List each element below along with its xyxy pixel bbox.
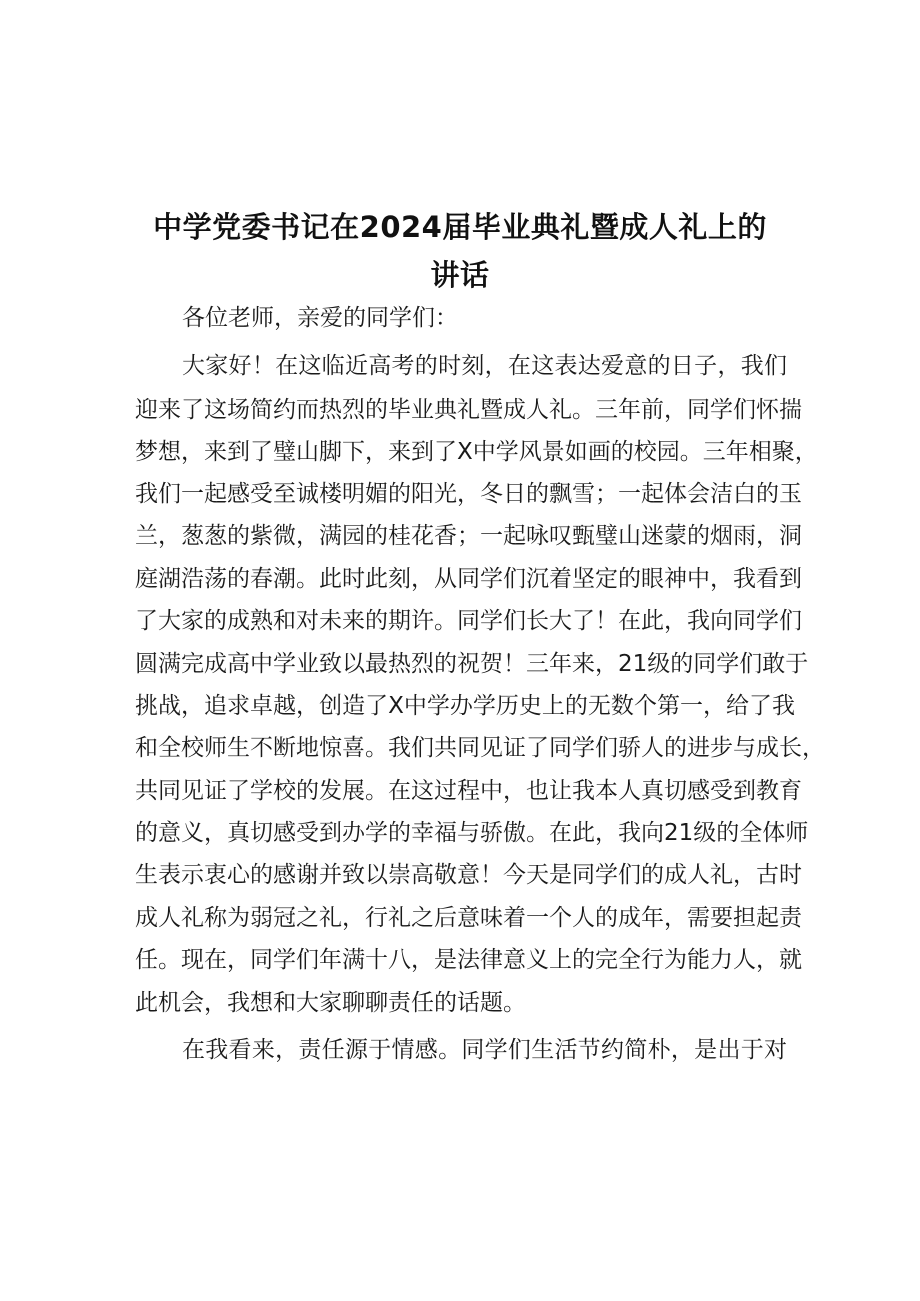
paragraph-1-line: 迎来了这场简约而热烈的毕业典礼暨成人礼。三年前，同学们怀揣 [135,397,802,423]
paragraph-1-line: 挑战，追求卓越，创造了X中学办学历史上的无数个第一，给了我 [135,693,795,719]
paragraph-2-line: 在我看来，责任源于情感。同学们生活节约简朴，是出于对 [182,1037,787,1063]
document-title-line-1: 中学党委书记在2024届毕业典礼暨成人礼上的 [153,210,767,244]
paragraph-1-line: 的意义，真切感受到办学的幸福与骄傲。在此，我向21级的全体师 [135,820,809,846]
paragraph-1-line: 圆满完成高中学业致以最热烈的祝贺！三年来，21级的同学们敢于 [135,651,809,677]
paragraph-1-line: 梦想，来到了璧山脚下，来到了X中学风景如画的校园。三年相聚， [135,439,818,465]
paragraph-1-line: 兰，葱葱的紫微，满园的桂花香；一起咏叹甄璧山迷蒙的烟雨，洞 [135,523,802,549]
paragraph-1-line: 成人礼称为弱冠之礼，行礼之后意味着一个人的成年，需要担起责 [135,905,802,931]
paragraph-1-line: 生表示衷心的感谢并致以崇高敬意！今天是同学们的成人礼，古时 [135,862,802,888]
document-title-line-2: 讲话 [430,258,490,292]
salutation: 各位老师，亲爱的同学们： [182,305,458,331]
paragraph-1-line: 了大家的成熟和对未来的期许。同学们长大了！在此，我向同学们 [135,608,802,634]
paragraph-1-line: 任。现在，同学们年满十八，是法律意义上的完全行为能力人，就 [135,947,802,973]
paragraph-1-line: 共同见证了学校的发展。在这过程中，也让我本人真切感受到教育 [135,778,802,804]
paragraph-1-line: 此机会，我想和大家聊聊责任的话题。 [135,990,526,1016]
paragraph-1-line: 大家好！在这临近高考的时刻，在这表达爱意的日子，我们 [182,353,787,379]
paragraph-1-line: 我们一起感受至诚楼明媚的阳光，冬日的飘雪；一起体会洁白的玉 [135,481,802,507]
paragraph-1-line: 和全校师生不断地惊喜。我们共同见证了同学们骄人的进步与成长， [135,735,825,761]
paragraph-1-line: 庭湖浩荡的春潮。此时此刻，从同学们沉着坚定的眼神中，我看到 [135,566,802,592]
